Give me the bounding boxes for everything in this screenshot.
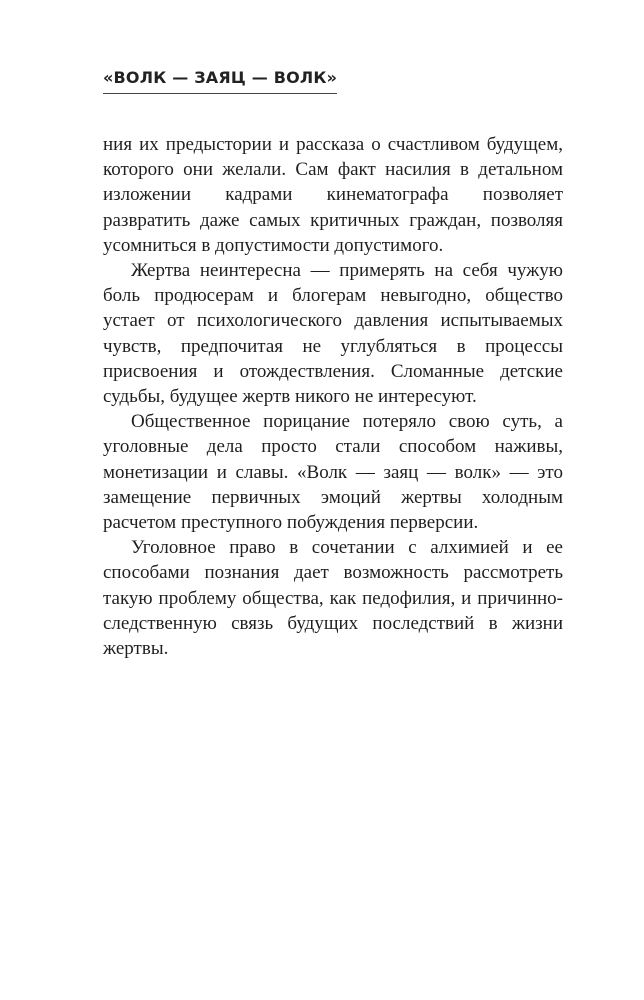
paragraph-2: Жертва неинтересна — примерять на себя чужую боль продюсерам и блогерам невыгодно, общество устает от психологического давления испытываемых чувств, предпочитая не углубляться в процессы присвоения и отождествления. Сломанные детские судьбы, будущее жертв никого не интересуют.: [103, 260, 563, 408]
paragraph-3: Общественное порицание потеряло свою суть, а уголовные дела просто стали способом наживы, монетизации и славы. «Волк — заяц — волк» — это замещение первичных эмоций жертвы холодным расчетом преступного побуждения перверсии.: [103, 411, 563, 534]
paragraph-1: ния их предыстории и рассказа о счастливом будущем, которого они желали. Сам факт насилия в детальном изложении кадрами кинематографа позволяет развратить даже самых критичных граждан, позволяя усомниться в допустимости допустимого.: [103, 134, 563, 256]
body-text: [103, 132, 563, 661]
running-head: «ВОЛК — ЗАЯЦ — ВОЛК»: [103, 68, 337, 94]
book-page: [103, 60, 563, 661]
paragraph-4: Уголовное право в сочетании с алхимией и ее способами познания дает возможность рассмотреть такую проблему общества, как педофилия, и причинно-следственную связь будущих последствий в жизни жертвы.: [103, 537, 563, 660]
